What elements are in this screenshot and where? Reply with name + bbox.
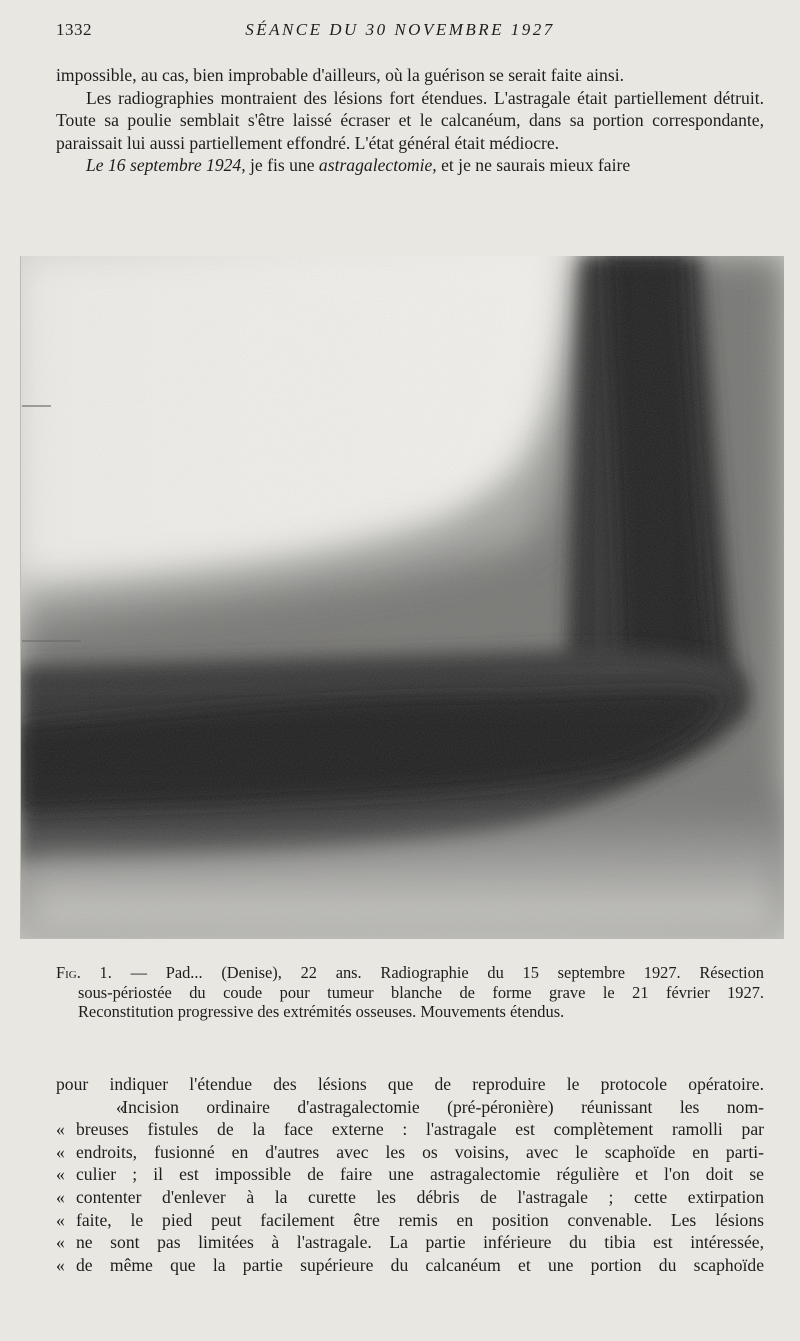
quote-line-text: breuses fistules de la face externe : l'astragale est complètement ramolli par bbox=[76, 1119, 764, 1140]
figure-caption bbox=[56, 963, 764, 1022]
caption-text: — Pad... (Denise), 22 ans. Radiographie du 15 septembre 1927. Résection bbox=[111, 963, 764, 982]
quote-line-text: Incision ordinaire d'astragalectomie (pré-péronière) réunissant les nom- bbox=[122, 1096, 764, 1117]
quote-line-text: faite, le pied peut facilement être remis en position convenable. Les lésions bbox=[76, 1209, 764, 1230]
running-title: SÉANCE DU 30 NOVEMBRE 1927 bbox=[245, 20, 555, 39]
caption-line-3: Reconstitution progressive des extrémités osseuses. Mouvements étendus. bbox=[78, 1002, 565, 1021]
running-head bbox=[56, 20, 744, 44]
caption-line-1 bbox=[56, 963, 764, 983]
quote-line-text: contenter d'enlever à la curette les débris de l'astragale ; cette extirpation bbox=[76, 1186, 764, 1207]
caption-line-2: sous-périostée du coude pour tumeur blanche de forme grave le 21 février 1927. bbox=[78, 982, 764, 1002]
quote-line bbox=[56, 1231, 764, 1254]
quote-line bbox=[56, 1209, 764, 1232]
radiograph-figure bbox=[20, 256, 784, 939]
text-line-protocole: pour indiquer l'étendue des lésions que de reproduire le protocole opératoire. bbox=[56, 1074, 764, 1094]
quote-mark: « bbox=[56, 1119, 65, 1140]
quote-line bbox=[56, 1118, 764, 1141]
quote-line bbox=[56, 1141, 764, 1164]
paragraph-continuation: impossible, au cas, bien improbable d'ailleurs, où la guérison se serait faite ainsi. bbox=[56, 65, 624, 85]
quote-line-text: ne sont pas limitées à l'astragale. La partie inférieure du tibia est intéressée, bbox=[76, 1232, 764, 1253]
top-text-block bbox=[56, 64, 764, 177]
elbow-radiograph-image bbox=[21, 256, 784, 938]
quote-line-text: de même que la partie supérieure du calcanéum et une portion du scaphoïde bbox=[76, 1254, 764, 1275]
quote-mark: « bbox=[116, 1096, 125, 1117]
paragraph-operation-date bbox=[56, 154, 764, 177]
page-number: 1332 bbox=[56, 20, 92, 39]
quote-line-text: endroits, fusionné en d'autres avec les os voisins, avec le scaphoïde en parti- bbox=[76, 1141, 764, 1162]
quote-line bbox=[56, 1186, 764, 1209]
paragraph-radiographies: Les radiographies montraient des lésions fort étendues. L'astragale était partiellement détruit. Toute sa poulie semblait s'être laissé écraser et le calcanéum, dans sa portion correspondante, paraissait lui aussi partiellement effondré. L'état général était médiocre. bbox=[56, 87, 764, 153]
quote-mark: « bbox=[56, 1209, 65, 1230]
figure-label: Fig. 1. bbox=[56, 963, 112, 982]
quote-mark: « bbox=[56, 1254, 65, 1275]
quote-line bbox=[56, 1096, 764, 1119]
text-fragment: et je ne saurais mieux faire bbox=[436, 155, 631, 176]
quote-line bbox=[56, 1163, 764, 1186]
quote-mark: « bbox=[56, 1186, 65, 1207]
quote-line bbox=[56, 1254, 764, 1277]
text-fragment: je fis une bbox=[245, 155, 319, 176]
procedure-term: astragalectomie, bbox=[318, 155, 437, 176]
quote-mark: « bbox=[56, 1164, 65, 1185]
bottom-text-block bbox=[56, 1073, 764, 1276]
quote-line-text: culier ; il est impossible de faire une astragalectomie régulière et l'on doit se bbox=[76, 1164, 764, 1185]
operation-date: Le 16 septembre 1924, bbox=[86, 155, 246, 176]
quote-mark: « bbox=[56, 1232, 65, 1253]
quote-mark: « bbox=[56, 1141, 65, 1162]
